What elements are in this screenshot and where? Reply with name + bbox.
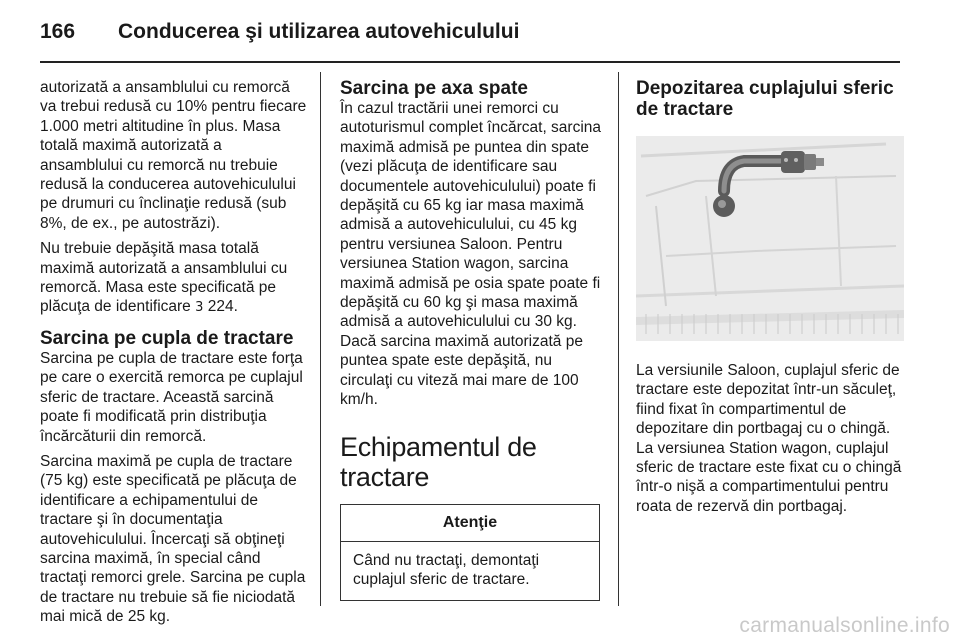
- paragraph-rear-axle-load: În cazul tractării unei remorci cu autoturismul complet încărcat, sarcina maximă admisă pe puntea din spate (vezi plăcuţa de identificare sau documentele autovehiculului) poate fi depăşită cu 65 kg iar masa maximă admisă a autovehiculului, cu 45 kg pentru versiunea Saloon. Pentru versiunea Station wagon, sarcina maximă admisă pe osia spate poate fi depăşită cu 60 kg şi masa maximă admisă a autovehiculului cu 30 kg. Dacă sarcina maximă autorizată pe puntea spate este depăşită, nu circulaţi cu viteză mai mare de 100 km/h.: [340, 100, 602, 409]
- column-middle: [340, 78, 602, 601]
- paragraph-altitude: autorizată a ansamblului cu remorcă va trebui redusă cu 10% pentru fiecare 1.000 metri altitudine în plus. Masa totală maximă autorizată a ansamblului cu remorcă nu trebuie redusă la conducerea autovehiculului pe drumuri cu înclinaţie redusă (sub 8%, de ex., pe autostrăzi).: [40, 79, 307, 232]
- cross-reference-arrow-icon: 3: [195, 300, 204, 316]
- warning-text: Când nu tractaţi, demontaţi cuplajul sferic de tractare.: [353, 551, 540, 589]
- column-divider-2: [618, 72, 619, 606]
- header-divider: [40, 61, 900, 63]
- paragraph-max-coupling-load: Sarcina maximă pe cupla de tractare (75 kg) este specificată pe plăcuţa de identificare a echipamentului de tractare şi în documentaţia autovehiculului. Încercaţi să obţineţi sarcina maximă, în special când tractaţi remorci grele. Sarcina pe cupla de tractare nu trebuie să fie niciodată mai mică de 25 kg.: [40, 452, 306, 626]
- page-header: [40, 14, 920, 54]
- page-number: 166: [40, 20, 76, 43]
- heading-coupling-load: Sarcina pe cupla de tractare: [40, 327, 294, 349]
- heading-rear-axle-load: Sarcina pe axa spate: [340, 78, 528, 99]
- column-right: [636, 78, 904, 522]
- paragraph-storage: La versiunile Saloon, cuplajul sferic de tractare este depozitat într-un săculeţ, fiind fixat în compartimentul de depozitare din portbagaj cu o chingă. La versiunea Station wagon, cuplajul sferic de tractare este fixat cu o chingă într-o nişă a compartimentului pentru roata de rezervă din portbagaj.: [636, 362, 902, 515]
- page-title: Conducerea şi utilizarea autovehiculului: [118, 20, 520, 43]
- heading-storage: Depozitarea cuplajului sferic de tractare: [636, 78, 894, 120]
- column-left: [40, 78, 308, 633]
- column-divider-1: [320, 72, 321, 606]
- tow-ball-storage-illustration: [636, 136, 904, 341]
- warning-box: [340, 504, 600, 601]
- watermark: carmanualsonline.info: [739, 614, 950, 637]
- heading-towing-equipment: Echipamentul de tractare: [340, 431, 537, 492]
- warning-title: Atenţie: [341, 505, 599, 542]
- paragraph-max-mass: Nu trebuie depăşită masa totală maximă autorizată a ansamblului cu remorcă. Masa este specificată pe plăcuţa de identificare 3 224.: [40, 240, 288, 316]
- cross-reference-link[interactable]: 224.: [207, 298, 238, 316]
- paragraph-coupling-load: Sarcina pe cupla de tractare este forţa pe care o exercită remorca pe cuplajul sferic de tractare. Această sarcină poate fi modificată prin distribuţia încărcăturii din remorcă.: [40, 349, 303, 445]
